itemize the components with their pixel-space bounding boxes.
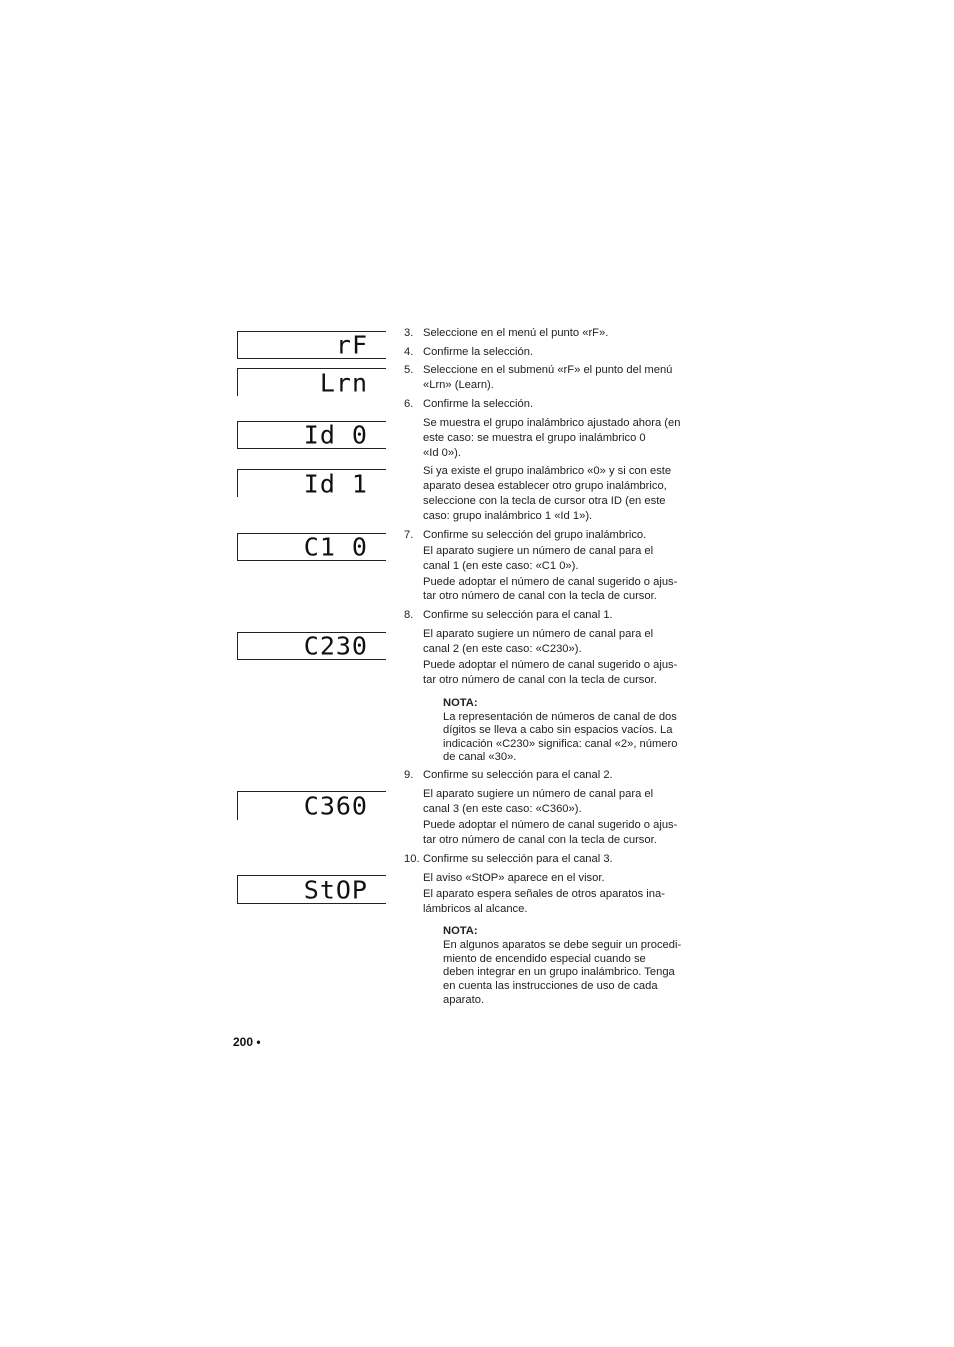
lcd-display-lrn <box>237 368 386 396</box>
paragraph-line: canal 1 (en este caso: «C1 0»). <box>423 560 579 572</box>
lcd-text: rF <box>335 330 368 360</box>
step-text: Confirme su selección para el canal 2. <box>423 769 613 781</box>
step-number: 8. <box>404 609 414 621</box>
paragraph-line: canal 3 (en este caso: «C360»). <box>423 803 582 815</box>
note-line: En algunos aparatos se debe seguir un procedi- <box>443 939 682 951</box>
paragraph-line: Si ya existe el grupo inalámbrico «0» y si con este <box>423 465 672 477</box>
step-number: 6. <box>404 398 414 410</box>
paragraph-line: tar otro número de canal con la tecla de cursor. <box>423 590 657 602</box>
step-text: Seleccione en el menú el punto «rF». <box>423 327 609 339</box>
step-text: Confirme su selección para el canal 1. <box>423 609 613 621</box>
paragraph-line: aparato desea establecer otro grupo inalámbrico, <box>423 480 667 492</box>
page-number: 200 • <box>233 1035 261 1049</box>
step-text: Confirme la selección. <box>423 398 534 410</box>
step-number: 10. <box>404 853 420 865</box>
paragraph-line: El aparato espera señales de otros aparatos ina- <box>423 888 665 900</box>
note-line: dígitos se lleva a cabo sin espacios vacíos. La <box>443 724 673 736</box>
lcd-text: C230 <box>303 631 368 661</box>
lcd-display-stop <box>237 875 386 904</box>
lcd-display-id1 <box>237 469 386 497</box>
lcd-display-rf <box>237 331 386 359</box>
note-line: miento de encendido especial cuando se <box>443 953 646 965</box>
lcd-text: Id 1 <box>303 469 368 498</box>
note-title: NOTA: <box>443 925 478 937</box>
step-text-line: «Lrn» (Learn). <box>423 379 494 391</box>
lcd-text: StOP <box>303 875 368 904</box>
paragraph-line: Puede adoptar el número de canal sugerido o ajus- <box>423 659 678 671</box>
note-line: indicación «C230» significa: canal «2», número <box>443 738 678 750</box>
lcd-text: C360 <box>303 791 368 821</box>
paragraph-line: El aparato sugiere un número de canal para el <box>423 545 654 557</box>
lcd-display-c10 <box>237 533 386 561</box>
paragraph-line: canal 2 (en este caso: «C230»). <box>423 643 582 655</box>
note-line: La representación de números de canal de dos <box>443 711 677 723</box>
lcd-text: Id 0 <box>303 420 368 450</box>
paragraph-line: El aviso «StOP» aparece en el visor. <box>423 872 605 884</box>
paragraph-line: Puede adoptar el número de canal sugerido o ajus- <box>423 576 678 588</box>
paragraph-line: El aparato sugiere un número de canal para el <box>423 788 654 800</box>
paragraph-line: tar otro número de canal con la tecla de cursor. <box>423 674 657 686</box>
paragraph-line: «Id 0»). <box>423 447 461 459</box>
step-text: Confirme su selección para el canal 3. <box>423 853 613 865</box>
lcd-text: Lrn <box>319 368 368 397</box>
step-number: 5. <box>404 364 414 376</box>
note-line: aparato. <box>443 994 485 1006</box>
paragraph-line: este caso: se muestra el grupo inalámbrico 0 <box>423 432 646 444</box>
step-number: 7. <box>404 529 414 541</box>
paragraph-line: seleccione con la tecla de cursor otra ID (en este <box>423 495 666 507</box>
note-line: deben integrar en un grupo inalámbrico. Tenga <box>443 966 675 978</box>
paragraph-line: El aparato sugiere un número de canal para el <box>423 628 654 640</box>
paragraph-line: Puede adoptar el número de canal sugerido o ajus- <box>423 819 678 831</box>
lcd-display-id0 <box>237 421 386 449</box>
paragraph-line: caso: grupo inalámbrico 1 «Id 1»). <box>423 510 593 522</box>
paragraph-line: Se muestra el grupo inalámbrico ajustado ahora (en <box>423 417 681 429</box>
step-text: Confirme su selección del grupo inalámbrico. <box>423 529 647 541</box>
step-number: 9. <box>404 769 414 781</box>
lcd-text: C1 0 <box>303 532 368 562</box>
paragraph-line: lámbricos al alcance. <box>423 903 528 915</box>
lcd-display-c230 <box>237 632 386 660</box>
paragraph-line: tar otro número de canal con la tecla de cursor. <box>423 834 657 846</box>
note-title: NOTA: <box>443 697 478 709</box>
note-line: en cuenta las instrucciones de uso de cada <box>443 980 658 992</box>
lcd-display-c360 <box>237 791 386 820</box>
step-text-line: Seleccione en el submenú «rF» el punto del menú <box>423 364 673 376</box>
step-text: Confirme la selección. <box>423 346 534 358</box>
note-line: de canal «30». <box>443 751 517 763</box>
step-number: 4. <box>404 346 414 358</box>
step-number: 3. <box>404 327 414 339</box>
